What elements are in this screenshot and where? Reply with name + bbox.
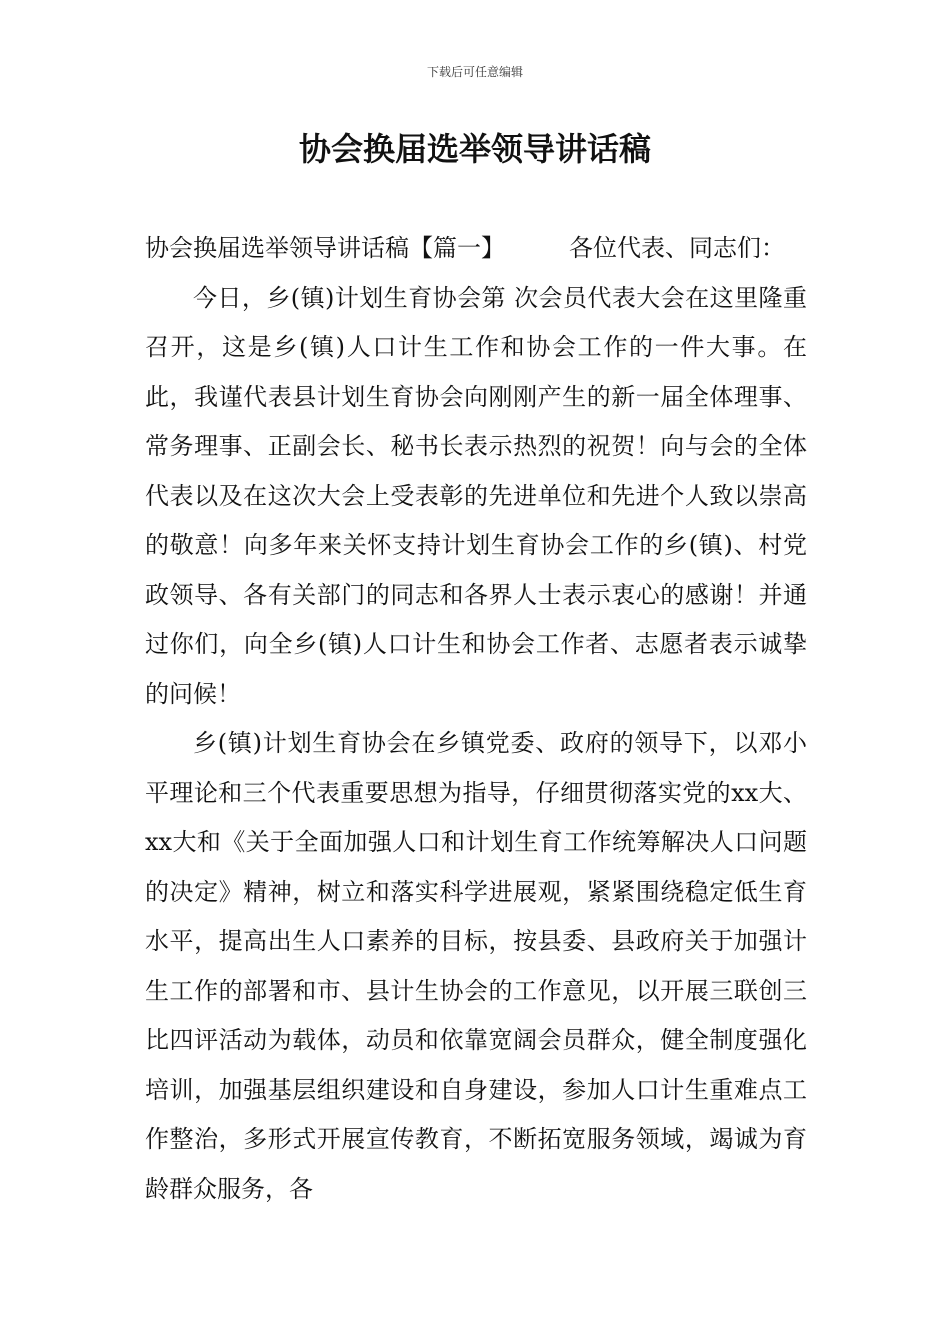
salutation: 各位代表、同志们： [569, 234, 785, 262]
header-note: 下载后可任意编辑 [426, 65, 523, 79]
intro-line [145, 224, 807, 274]
document-title: 协会换届选举领导讲话稿 [298, 130, 651, 168]
paragraph-1: 今日，乡(镇)计划生育协会第 次会员代表大会在这里隆重召开，这是乡(镇)人口计生工作和协会工作的一件大事。在此，我谨代表县计划生育协会向刚刚产生的新一届全体理事、常务理事、正副会长、秘书长表示热烈的祝贺！向与会的全体代表以及在这次大会上受表彰的先进单位和先进个人致以崇高的敬意！向多年来关怀支持计划生育协会工作的乡(镇)、村党政领导、各有关部门的同志和各界人士表示衷心的感谢！并通过你们，向全乡(镇)人口计生和协会工作者、志愿者表示诚挚的问候！ [145, 283, 807, 708]
document-body [145, 224, 807, 1214]
article-heading: 协会换届选举领导讲话稿【篇一】 [145, 234, 505, 262]
paragraph-2: 乡(镇)计划生育协会在乡镇党委、政府的领导下，以邓小平理论和三个代表重要思想为指导，仔细贯彻落实党的xx大、xx大和《关于全面加强人口和计划生育工作统筹解决人口问题的决定》精神，树立和落实科学进展观，紧紧围绕稳定低生育水平，提高出生人口素养的目标，按县委、县政府关于加强计生工作的部署和市、县计生协会的工作意见，以开展三联创三比四评活动为载体，动员和依靠宽阔会员群众，健全制度强化培训，加强基层组织建设和自身建设，参加人口计生重难点工作整治，多形式开展宣传教育，不断拓宽服务领域，竭诚为育龄群众服务，各 [145, 729, 807, 1203]
